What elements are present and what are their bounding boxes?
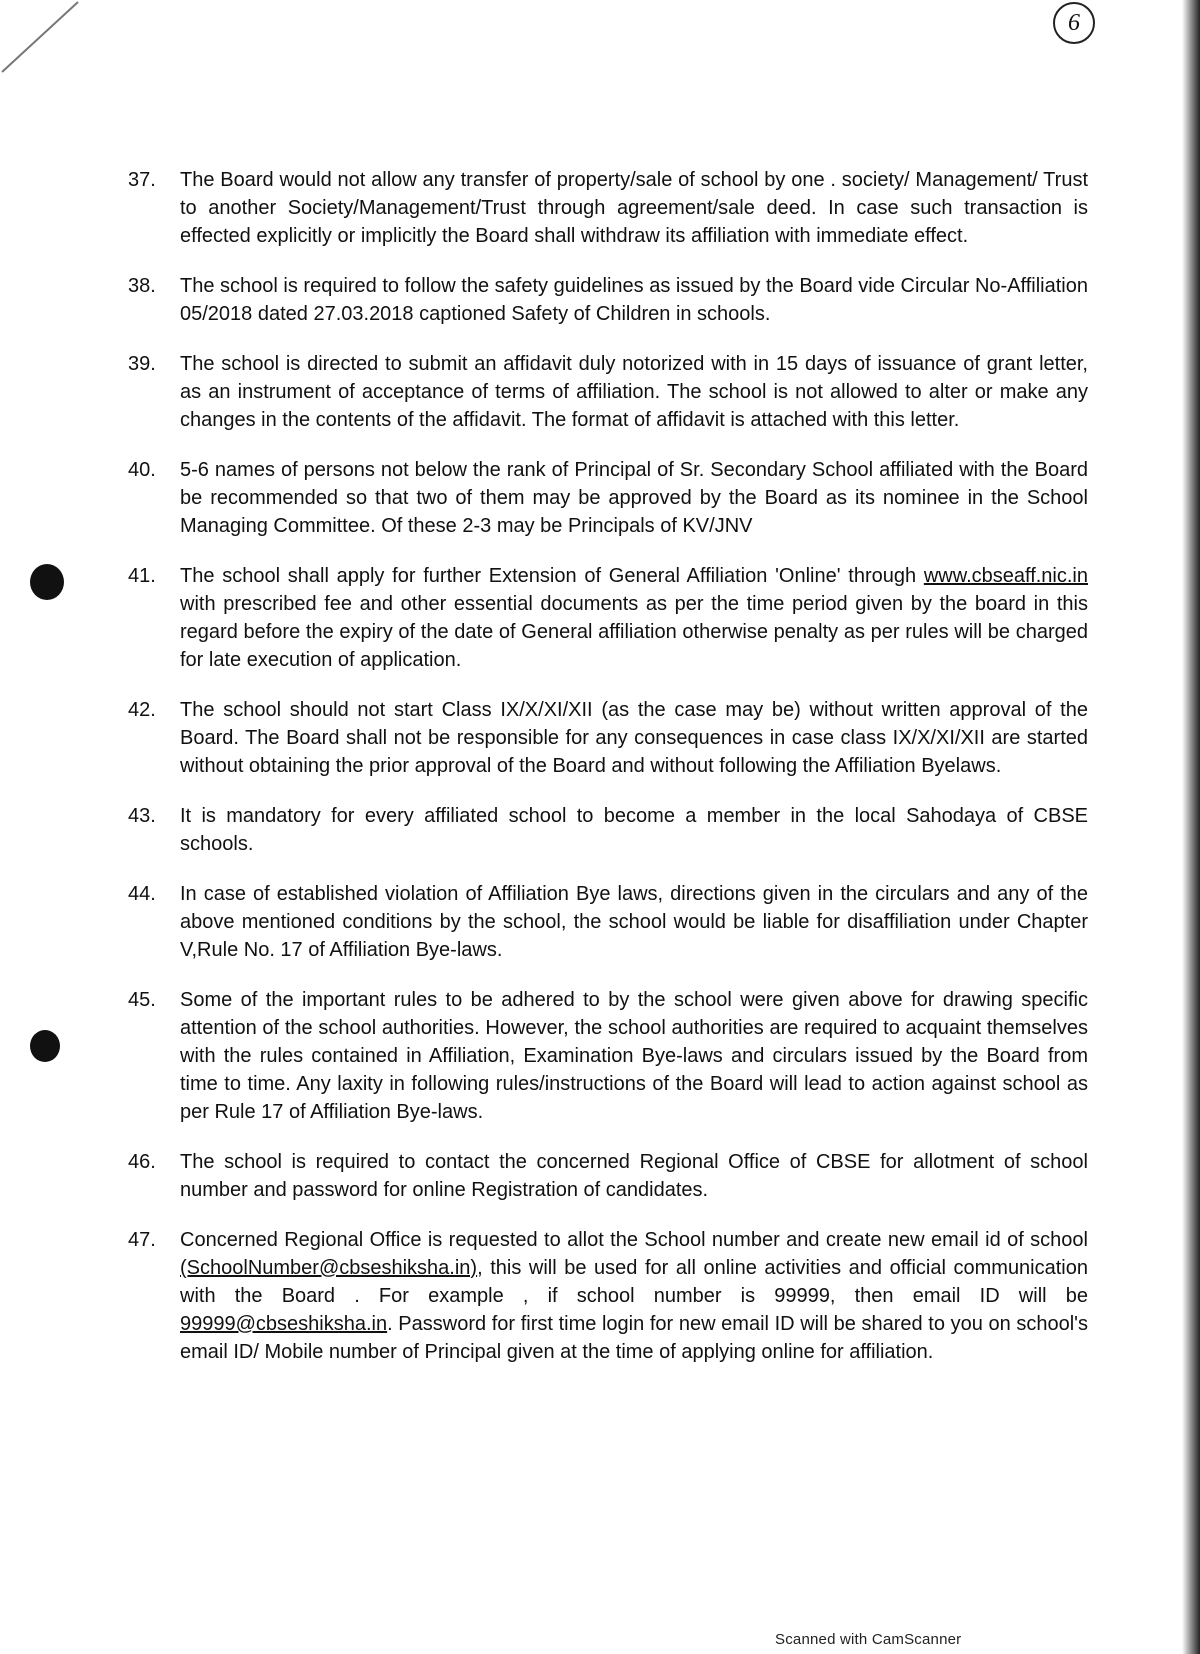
clause-text	[180, 562, 1088, 674]
example-email-link[interactable]: 99999@cbseshiksha.in	[180, 1313, 388, 1335]
clause-text-part: . Password for first time login for new email ID will be shared to you on school's email ID/ Mobile number of Principal given at the time of applying online for affiliation.	[180, 1313, 1088, 1363]
clause-text-part: , this will be used for all online activities and official communication with the Board . For example , if school number is 99999, then email ID will be	[180, 1257, 1088, 1307]
school-email-format-link[interactable]: (SchoolNumber@cbseshiksha.in)	[180, 1257, 478, 1279]
affiliation-website-link[interactable]: www.cbseaff.nic.in	[923, 565, 1088, 587]
page-number: 6	[1053, 2, 1095, 44]
clause-text-part: Concerned Regional Office is requested to allot the School number and create new email id of school	[180, 1229, 1088, 1251]
clause-number: 41.	[128, 565, 156, 587]
corner-mark	[0, 0, 90, 80]
numbered-clause-list	[128, 166, 1088, 1388]
clause-47	[128, 1226, 1088, 1366]
clause-number: 47.	[128, 1229, 156, 1251]
scanner-watermark: Scanned with CamScanner	[775, 1631, 962, 1648]
clause-number: 38.	[128, 275, 156, 297]
clause-number: 43.	[128, 805, 156, 827]
clause-number: 46.	[128, 1151, 156, 1173]
clause-text: Some of the important rules to be adhered to by the school were given above for drawing specific attention of the school authorities. However, the school authorities are required to acquaint themselves with the rules contained in Affiliation, Examination Bye-laws and circulars issued by the Board from time to time. Any laxity in following rules/instructions of the Board will lead to action against school as per Rule 17 of Affiliation Bye-laws.	[180, 989, 1088, 1123]
clause-number: 44.	[128, 883, 156, 905]
clause-number: 42.	[128, 699, 156, 721]
punch-hole	[30, 1030, 60, 1062]
clause-41	[128, 562, 1088, 674]
clause-38	[128, 272, 1088, 328]
clause-text: The school is required to follow the safety guidelines as issued by the Board vide Circular No-Affiliation 05/2018 dated 27.03.2018 captioned Safety of Children in schools.	[180, 275, 1088, 325]
clause-text: The school should not start Class IX/X/XI/XII (as the case may be) without written approval of the Board. The Board shall not be responsible for any consequences in case class IX/X/XI/XII are started without obtaining the prior approval of the Board and without following the Affiliation Byelaws.	[180, 699, 1088, 777]
clause-44	[128, 880, 1088, 964]
clause-43	[128, 802, 1088, 858]
clause-text: The Board would not allow any transfer of property/sale of school by one . society/ Management/ Trust to another Society/Management/Trust through agreement/sale deed. In case such transaction is effected explicitly or implicitly the Board shall withdraw its affiliation with immediate effect.	[180, 169, 1088, 247]
clause-text: In case of established violation of Affiliation Bye laws, directions given in the circulars and any of the above mentioned conditions by the school, the school would be liable for disaffiliation under Chapter V,Rule No. 17 of Affiliation Bye-laws.	[180, 883, 1088, 961]
clause-46	[128, 1148, 1088, 1204]
punch-hole	[30, 564, 64, 600]
clause-number: 39.	[128, 353, 156, 375]
clause-text-part: The school shall apply for further Extension of General Affiliation 'Online' through	[180, 565, 924, 587]
clause-text: It is mandatory for every affiliated school to become a member in the local Sahodaya of CBSE schools.	[180, 805, 1088, 855]
clause-39	[128, 350, 1088, 434]
clause-number: 40.	[128, 459, 156, 481]
clause-42	[128, 696, 1088, 780]
clause-number: 45.	[128, 989, 156, 1011]
clause-45	[128, 986, 1088, 1126]
clause-text: 5-6 names of persons not below the rank of Principal of Sr. Secondary School affiliated with the Board be recommended so that two of them may be approved by the Board as its nominee in the School Managing Committee. Of these 2-3 may be Principals of KV/JNV	[180, 459, 1088, 537]
clause-40	[128, 456, 1088, 540]
clause-text-part: with prescribed fee and other essential documents as per the time period given by the board in this regard before the expiry of the date of General affiliation otherwise penalty as per rules will be charged for late execution of application.	[180, 593, 1088, 671]
clause-text: The school is required to contact the concerned Regional Office of CBSE for allotment of school number and password for online Registration of candidates.	[180, 1151, 1088, 1201]
clause-number: 37.	[128, 169, 156, 191]
clause-37	[128, 166, 1088, 250]
clause-text	[180, 1226, 1088, 1366]
clause-text: The school is directed to submit an affidavit duly notorized with in 15 days of issuance of grant letter, as an instrument of acceptance of terms of affiliation. The school is not allowed to alter or make any changes in the contents of the affidavit. The format of affidavit is attached with this letter.	[180, 353, 1088, 431]
scan-edge-shadow	[1182, 0, 1200, 1654]
